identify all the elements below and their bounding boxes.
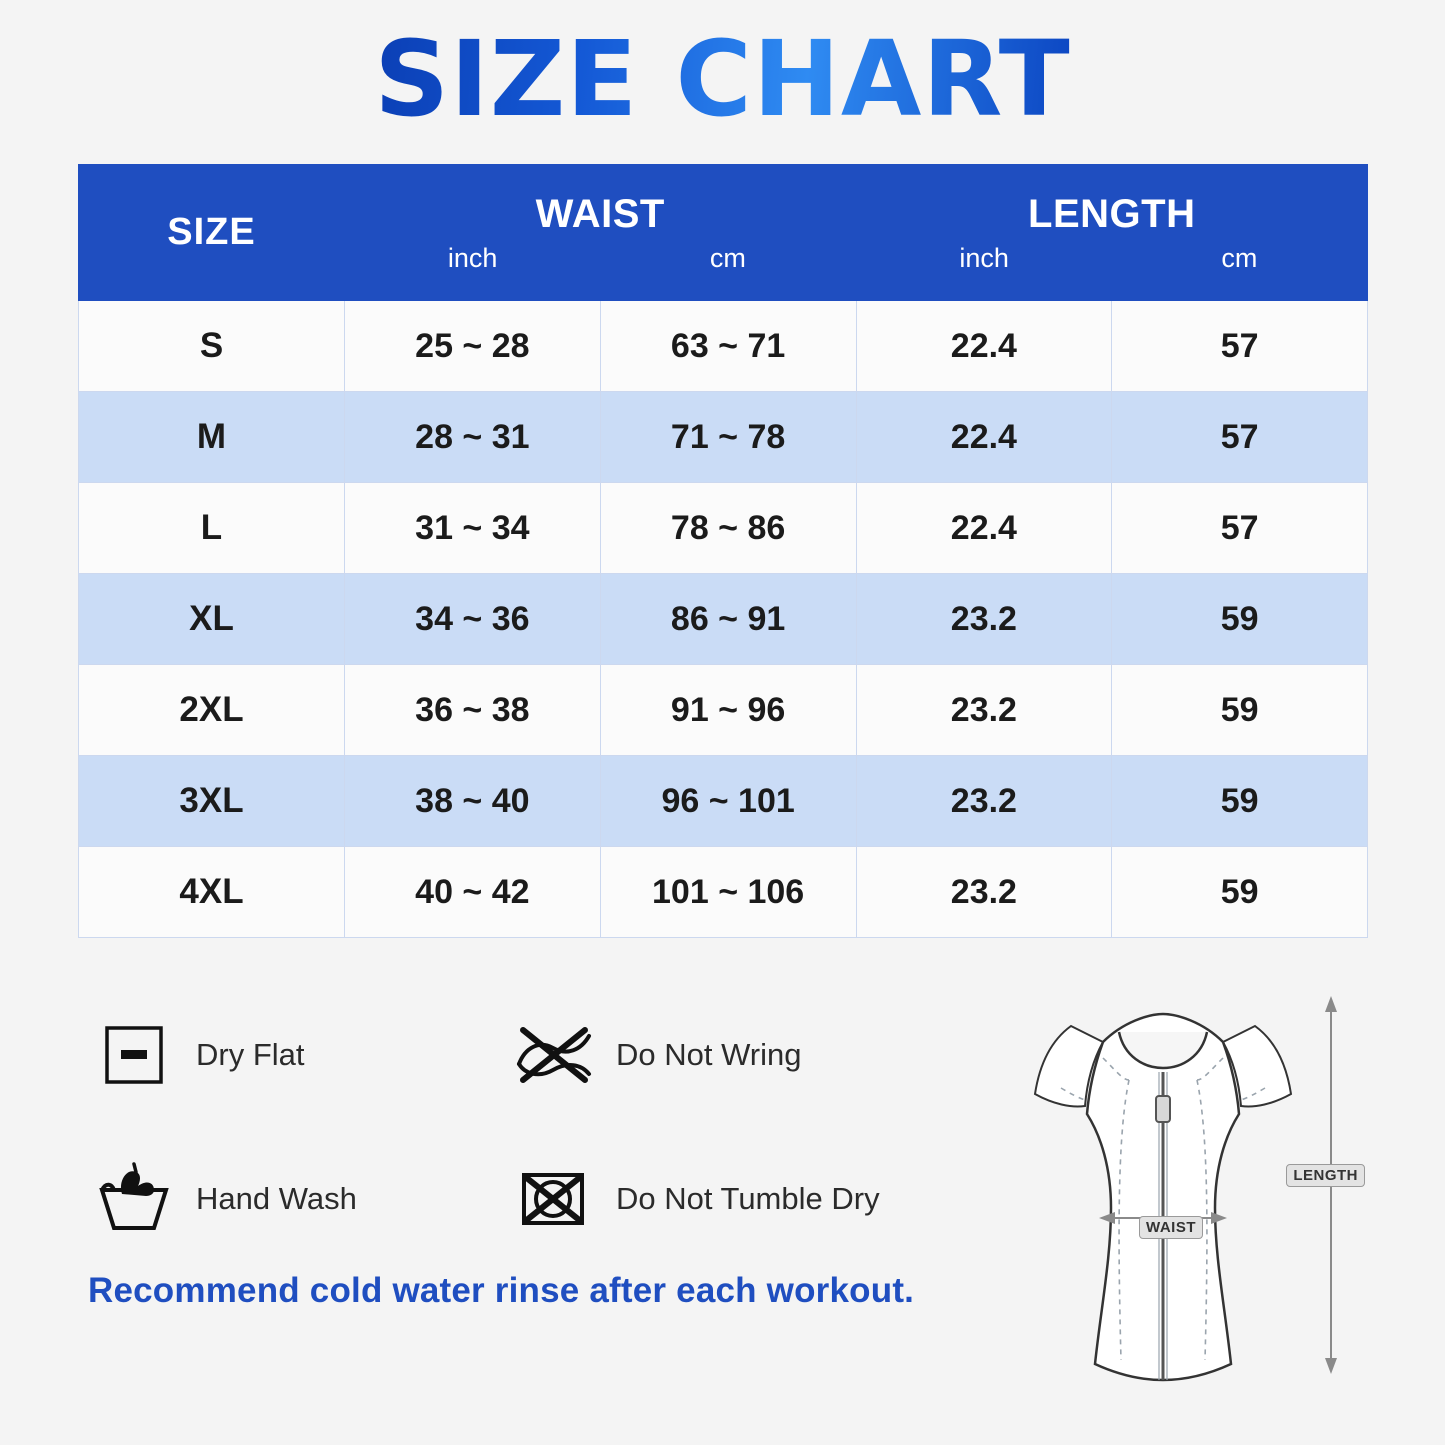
do-not-tumble-dry-icon [508, 1156, 600, 1242]
care-instructions-grid [88, 1012, 928, 1300]
page-title: SIZE CHART [374, 18, 1071, 140]
cell-size: 3XL [79, 756, 345, 847]
cell-length-cm: 59 [1112, 847, 1368, 938]
cell-length-inch: 23.2 [856, 847, 1112, 938]
care-row [88, 1156, 928, 1242]
length-measure-tag: LENGTH [1286, 1164, 1365, 1187]
cell-length-inch: 23.2 [856, 756, 1112, 847]
table-row [79, 756, 1368, 847]
table-row [79, 665, 1368, 756]
cell-length-cm: 59 [1112, 756, 1368, 847]
cell-length-inch: 23.2 [856, 574, 1112, 665]
do-not-wring-icon [508, 1012, 600, 1098]
cell-size: 2XL [79, 665, 345, 756]
cell-length-inch: 22.4 [856, 392, 1112, 483]
column-header-waist-unit-cm: cm [709, 243, 746, 274]
column-header-length-label: LENGTH [1028, 192, 1196, 237]
table-row [79, 392, 1368, 483]
recommendation-note: Recommend cold water rinse after each workout. [88, 1271, 915, 1311]
cell-waist-cm: 96 ~ 101 [600, 756, 856, 847]
cell-waist-inch: 38 ~ 40 [345, 756, 601, 847]
cell-size: 4XL [79, 847, 345, 938]
hand-wash-icon [88, 1156, 180, 1242]
cell-waist-inch: 36 ~ 38 [345, 665, 601, 756]
column-header-size: SIZE [79, 165, 345, 301]
cell-waist-inch: 34 ~ 36 [345, 574, 601, 665]
waist-measure-tag: WAIST [1139, 1216, 1203, 1239]
cell-length-cm: 57 [1112, 301, 1368, 392]
column-header-waist [345, 165, 857, 301]
table-row [79, 847, 1368, 938]
cell-size: M [79, 392, 345, 483]
care-item-hand-wash [88, 1156, 508, 1242]
size-table-container [78, 164, 1367, 938]
care-and-illustration-section [78, 986, 1367, 1386]
care-item-dry-flat [88, 1012, 508, 1098]
care-label-hand-wash: Hand Wash [196, 1181, 357, 1217]
cell-waist-inch: 25 ~ 28 [345, 301, 601, 392]
care-label-dry-flat: Dry Flat [196, 1037, 305, 1073]
cell-waist-cm: 78 ~ 86 [600, 483, 856, 574]
care-label-do-not-tumble-dry: Do Not Tumble Dry [616, 1181, 880, 1217]
cell-size: S [79, 301, 345, 392]
cell-waist-inch: 40 ~ 42 [345, 847, 601, 938]
cell-waist-cm: 86 ~ 91 [600, 574, 856, 665]
page-title-container [0, 0, 1445, 140]
care-item-do-not-tumble-dry [508, 1156, 928, 1242]
table-row [79, 483, 1368, 574]
cell-length-inch: 23.2 [856, 665, 1112, 756]
cell-size: XL [79, 574, 345, 665]
cell-length-cm: 57 [1112, 483, 1368, 574]
cell-length-cm: 57 [1112, 392, 1368, 483]
cell-waist-inch: 31 ~ 34 [345, 483, 601, 574]
cell-size: L [79, 483, 345, 574]
cell-waist-cm: 63 ~ 71 [600, 301, 856, 392]
cell-length-cm: 59 [1112, 665, 1368, 756]
care-row [88, 1012, 928, 1098]
cell-waist-cm: 71 ~ 78 [600, 392, 856, 483]
column-header-length-unit-inch: inch [959, 243, 1009, 274]
table-row [79, 574, 1368, 665]
cell-length-inch: 22.4 [856, 301, 1112, 392]
column-header-length [856, 165, 1368, 301]
size-table-head [79, 165, 1368, 301]
column-header-waist-label: WAIST [535, 192, 665, 237]
cell-length-inch: 22.4 [856, 483, 1112, 574]
cell-waist-cm: 91 ~ 96 [600, 665, 856, 756]
cell-waist-inch: 28 ~ 31 [345, 392, 601, 483]
care-item-do-not-wring [508, 1012, 928, 1098]
table-row [79, 301, 1368, 392]
size-table-body [79, 301, 1368, 938]
care-label-do-not-wring: Do Not Wring [616, 1037, 802, 1073]
column-header-length-unit-cm: cm [1221, 243, 1258, 274]
size-table [78, 164, 1368, 938]
garment-illustration [953, 968, 1373, 1388]
column-header-waist-unit-inch: inch [447, 243, 498, 274]
cell-waist-cm: 101 ~ 106 [600, 847, 856, 938]
dry-flat-icon [88, 1012, 180, 1098]
cell-length-cm: 59 [1112, 574, 1368, 665]
